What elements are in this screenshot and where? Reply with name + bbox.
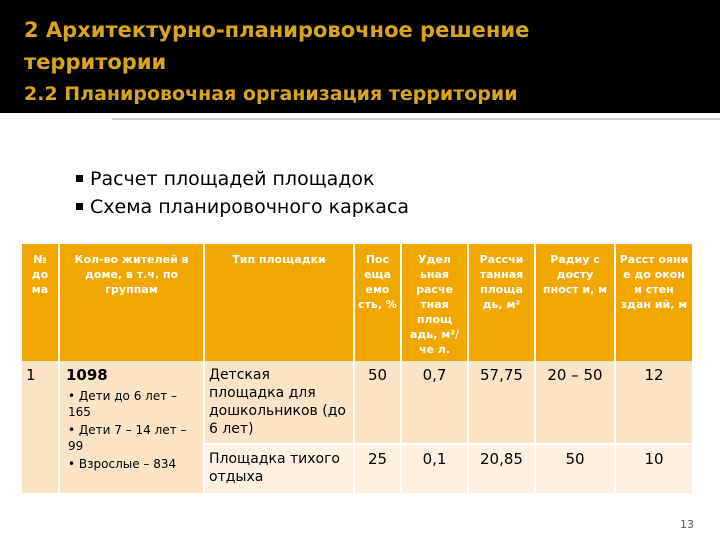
table-header-row — [22, 244, 692, 361]
radius-cell: 50 — [535, 444, 615, 494]
resident-group-item: • Дети 7 – 14 лет – 99 — [68, 423, 187, 453]
slide-subtitle: 2.2 Планировочная организация территории — [24, 83, 518, 105]
col-header-house: № до ма — [22, 244, 59, 361]
type-cell: Детская площадка для дошкольников (до 6 лет) — [204, 361, 354, 444]
resident-groups-list — [64, 388, 199, 472]
col-header-calc-area: Рассчи танная площа дь, м² — [468, 244, 535, 361]
bullet-item — [76, 165, 409, 193]
distance-cell: 10 — [615, 444, 692, 494]
col-header-distance: Расст ояни е до окон и стен здан ий, м — [615, 244, 692, 361]
specific-area-cell: 0,1 — [401, 444, 468, 494]
page-number: 13 — [680, 518, 694, 531]
col-header-attendance: Пос еща емо сть, % — [354, 244, 401, 361]
type-cell: Площадка тихого отдыха — [204, 444, 354, 494]
residents-total: 1098 — [66, 366, 108, 384]
slide-title-line1: 2 Архитектурно-планировочное решение — [24, 18, 530, 42]
col-header-type: Тип площадки — [204, 244, 354, 361]
slide-title-line2: территории — [24, 50, 167, 74]
resident-group-item: • Дети до 6 лет – 165 — [68, 389, 178, 419]
house-number-cell: 1 — [22, 361, 59, 494]
slide-header — [0, 0, 720, 113]
calc-area-cell: 57,75 — [468, 361, 535, 444]
specific-area-cell: 0,7 — [401, 361, 468, 444]
attendance-cell: 50 — [354, 361, 401, 444]
bullet-text: Схема планировочного каркаса — [90, 196, 410, 218]
calc-area-cell: 20,85 — [468, 444, 535, 494]
residents-cell — [59, 361, 204, 494]
playground-area-table — [22, 244, 692, 495]
bullet-square-icon — [76, 175, 83, 182]
col-header-specific-area: Удел ьная расче тная площ адь, м²/че л. — [401, 244, 468, 361]
radius-cell: 20 – 50 — [535, 361, 615, 444]
bullet-text: Расчет площадей площадок — [90, 168, 375, 190]
resident-group-item: • Взрослые – 834 — [68, 457, 177, 471]
table-row — [22, 361, 692, 444]
bullet-list — [76, 165, 409, 221]
col-header-residents: Кол-во жителей в доме, в т.ч. по группам — [59, 244, 204, 361]
bullet-item — [76, 193, 409, 221]
attendance-cell: 25 — [354, 444, 401, 494]
distance-cell: 12 — [615, 361, 692, 444]
bullet-square-icon — [76, 203, 83, 210]
divider-line — [112, 118, 720, 120]
col-header-radius: Радиу с досту пност и, м — [535, 244, 615, 361]
